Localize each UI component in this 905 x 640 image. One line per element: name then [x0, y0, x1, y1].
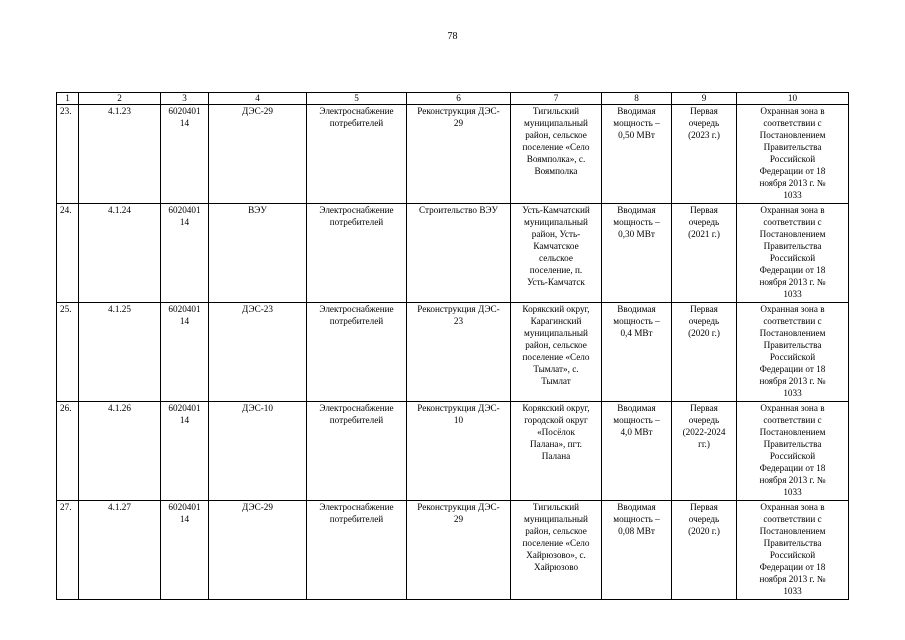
- column-header: 7: [511, 93, 602, 105]
- row-number-cell: 25.: [57, 303, 79, 402]
- table-row: [57, 204, 849, 303]
- row-number-cell: 24.: [57, 204, 79, 303]
- object-purpose-cell: Электроснабжение потребителей: [307, 402, 407, 501]
- implementation-stage-cell: Первая очередь (2022-2024 гг.): [672, 402, 737, 501]
- classifier-code-cell: 6020401 14: [161, 204, 209, 303]
- object-name-cell: ДЭС-29: [209, 105, 307, 204]
- protection-zone-cell: Охранная зона в соответствии с Постановлением Правительства Российской Федерации от 18 ноября 2013 г. № 1033: [737, 501, 849, 600]
- object-location-cell: Тигильский муниципальный район, сельское поселение «Село Хайрюзово», с. Хайрюзово: [511, 501, 602, 600]
- object-purpose-cell: Электроснабжение потребителей: [307, 303, 407, 402]
- object-capacity-cell: Вводимая мощность – 4,0 МВт: [602, 402, 672, 501]
- table-row: [57, 105, 849, 204]
- object-purpose-cell: Электроснабжение потребителей: [307, 105, 407, 204]
- protection-zone-cell: Охранная зона в соответствии с Постановлением Правительства Российской Федерации от 18 ноября 2013 г. № 1033: [737, 105, 849, 204]
- object-location-cell: Тигильский муниципальный район, сельское поселение «Село Воямполка», с. Воямполка: [511, 105, 602, 204]
- implementation-stage-cell: Первая очередь (2020 г.): [672, 303, 737, 402]
- table-row: [57, 501, 849, 600]
- column-header: 5: [307, 93, 407, 105]
- work-type-cell: Реконструкция ДЭС- 23: [407, 303, 511, 402]
- column-header: 2: [79, 93, 161, 105]
- table-row: [57, 303, 849, 402]
- work-type-cell: Реконструкция ДЭС- 10: [407, 402, 511, 501]
- column-header: 8: [602, 93, 672, 105]
- row-number-cell: 26.: [57, 402, 79, 501]
- object-code-cell: 4.1.23: [79, 105, 161, 204]
- work-type-cell: Реконструкция ДЭС- 29: [407, 501, 511, 600]
- object-name-cell: ДЭС-10: [209, 402, 307, 501]
- object-code-cell: 4.1.25: [79, 303, 161, 402]
- classifier-code-cell: 6020401 14: [161, 402, 209, 501]
- object-location-cell: Корякский округ, Карагинский муниципальный район, сельское поселение «Село Тымлат», с. Тымлат: [511, 303, 602, 402]
- object-purpose-cell: Электроснабжение потребителей: [307, 501, 407, 600]
- implementation-stage-cell: Первая очередь (2021 г.): [672, 204, 737, 303]
- column-header: 4: [209, 93, 307, 105]
- object-capacity-cell: Вводимая мощность – 0,4 МВт: [602, 303, 672, 402]
- work-type-cell: Строительство ВЭУ: [407, 204, 511, 303]
- object-name-cell: ДЭС-23: [209, 303, 307, 402]
- column-header: 9: [672, 93, 737, 105]
- classifier-code-cell: 6020401 14: [161, 105, 209, 204]
- object-name-cell: ДЭС-29: [209, 501, 307, 600]
- protection-zone-cell: Охранная зона в соответствии с Постановлением Правительства Российской Федерации от 18 ноября 2013 г. № 1033: [737, 204, 849, 303]
- object-name-cell: ВЭУ: [209, 204, 307, 303]
- protection-zone-cell: Охранная зона в соответствии с Постановлением Правительства Российской Федерации от 18 ноября 2013 г. № 1033: [737, 402, 849, 501]
- table-row: [57, 402, 849, 501]
- protection-zone-cell: Охранная зона в соответствии с Постановлением Правительства Российской Федерации от 18 ноября 2013 г. № 1033: [737, 303, 849, 402]
- object-code-cell: 4.1.24: [79, 204, 161, 303]
- column-header: 10: [737, 93, 849, 105]
- work-type-cell: Реконструкция ДЭС- 29: [407, 105, 511, 204]
- object-code-cell: 4.1.26: [79, 402, 161, 501]
- object-capacity-cell: Вводимая мощность – 0,08 МВт: [602, 501, 672, 600]
- column-header: 6: [407, 93, 511, 105]
- object-location-cell: Корякский округ, городской округ «Посёлок Палана», пгт. Палана: [511, 402, 602, 501]
- object-capacity-cell: Вводимая мощность – 0,50 МВт: [602, 105, 672, 204]
- classifier-code-cell: 6020401 14: [161, 303, 209, 402]
- implementation-stage-cell: Первая очередь (2020 г.): [672, 501, 737, 600]
- object-location-cell: Усть-Камчатский муниципальный район, Усть- Камчатское сельское поселение, п. Усть-Камчатск: [511, 204, 602, 303]
- row-number-cell: 23.: [57, 105, 79, 204]
- objects-table: [56, 92, 849, 600]
- object-code-cell: 4.1.27: [79, 501, 161, 600]
- page-number: 78: [447, 31, 458, 42]
- implementation-stage-cell: Первая очередь (2023 г.): [672, 105, 737, 204]
- object-capacity-cell: Вводимая мощность – 0,30 МВт: [602, 204, 672, 303]
- column-header: 1: [57, 93, 79, 105]
- column-header: 3: [161, 93, 209, 105]
- object-purpose-cell: Электроснабжение потребителей: [307, 204, 407, 303]
- header-row: [57, 93, 849, 105]
- classifier-code-cell: 6020401 14: [161, 501, 209, 600]
- row-number-cell: 27.: [57, 501, 79, 600]
